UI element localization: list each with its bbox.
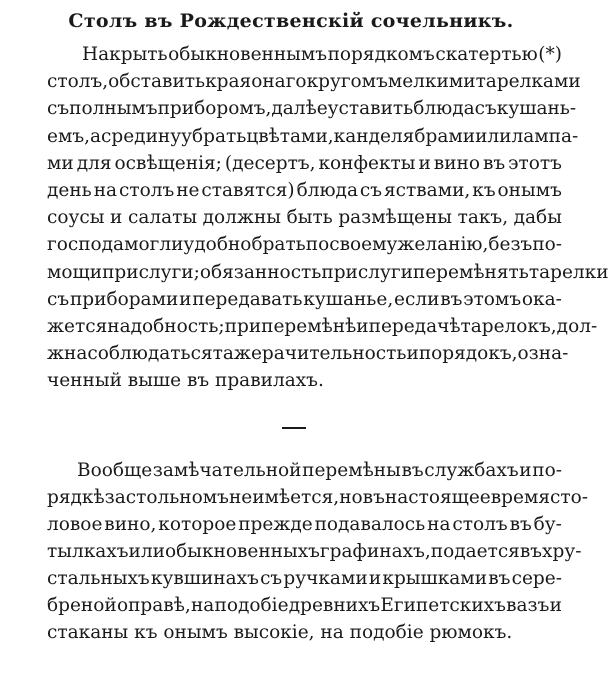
text-line: господа могли удобно брать по своему желанію, безъ по- [47, 234, 563, 256]
text-line: съ полнымъ приборомъ, далѣе уставить блюда съ кушань- [47, 98, 577, 120]
text-line: рядкѣ застольномъ не имѣется, но въ настоящее время сто- [47, 487, 589, 508]
text-line: стальныхъ кувшинахъ съ ручками и крышками въ сере- [47, 568, 562, 589]
text-line: ченный выше въ правилахъ. [47, 370, 324, 392]
text-line: тылкахъ или обыкновенныхъ графинахъ, подается въ хру- [47, 541, 582, 562]
text-line: съ приборами и передавать кушанье, если въ этомъ ока- [47, 288, 562, 310]
text-line: соусы и салаты должны быть размѣщены такъ, дабы [47, 207, 562, 229]
text-line: Вообще замѣчательной перемѣны въ службахъ и по- [77, 460, 562, 481]
text-line: ми для освѣщенія; (десертъ, конфекты и вино въ этотъ [47, 152, 562, 174]
text-line: жна соблюдаться та же рачительность и порядокъ, озна- [47, 343, 569, 365]
text-line: мощи прислуги; обязанность прислуги перемѣнять тарелки [47, 261, 609, 283]
text-line: стаканы къ онымъ высокіе, на подобіе рюмокъ. [47, 622, 513, 643]
text-line: бреной оправѣ, на подобіе древнихъ Египетскихъ вазъ и [47, 595, 562, 616]
text-line: ловое вино, которое прежде подавалось на столъ въ бу- [47, 514, 562, 535]
section-separator [282, 427, 306, 429]
text-line: емъ, а средину убрать цвѣтами, канделябрами или лампа- [47, 125, 579, 147]
text-line: день на столъ не ставятся) блюда съ яствами, къ онымъ [47, 180, 562, 201]
text-line: жется надобность; при перемѣнѣ и передачѣ тарелокъ, дол- [47, 316, 598, 337]
text-line: столъ, обставить края онаго кругомъ мелкими тарелками [47, 71, 581, 93]
page-title: Столъ въ Рождественскій сочельникъ. [68, 10, 514, 32]
text-line: Накрыть обыкновеннымъ порядкомъ скатертью (*) [82, 44, 562, 65]
